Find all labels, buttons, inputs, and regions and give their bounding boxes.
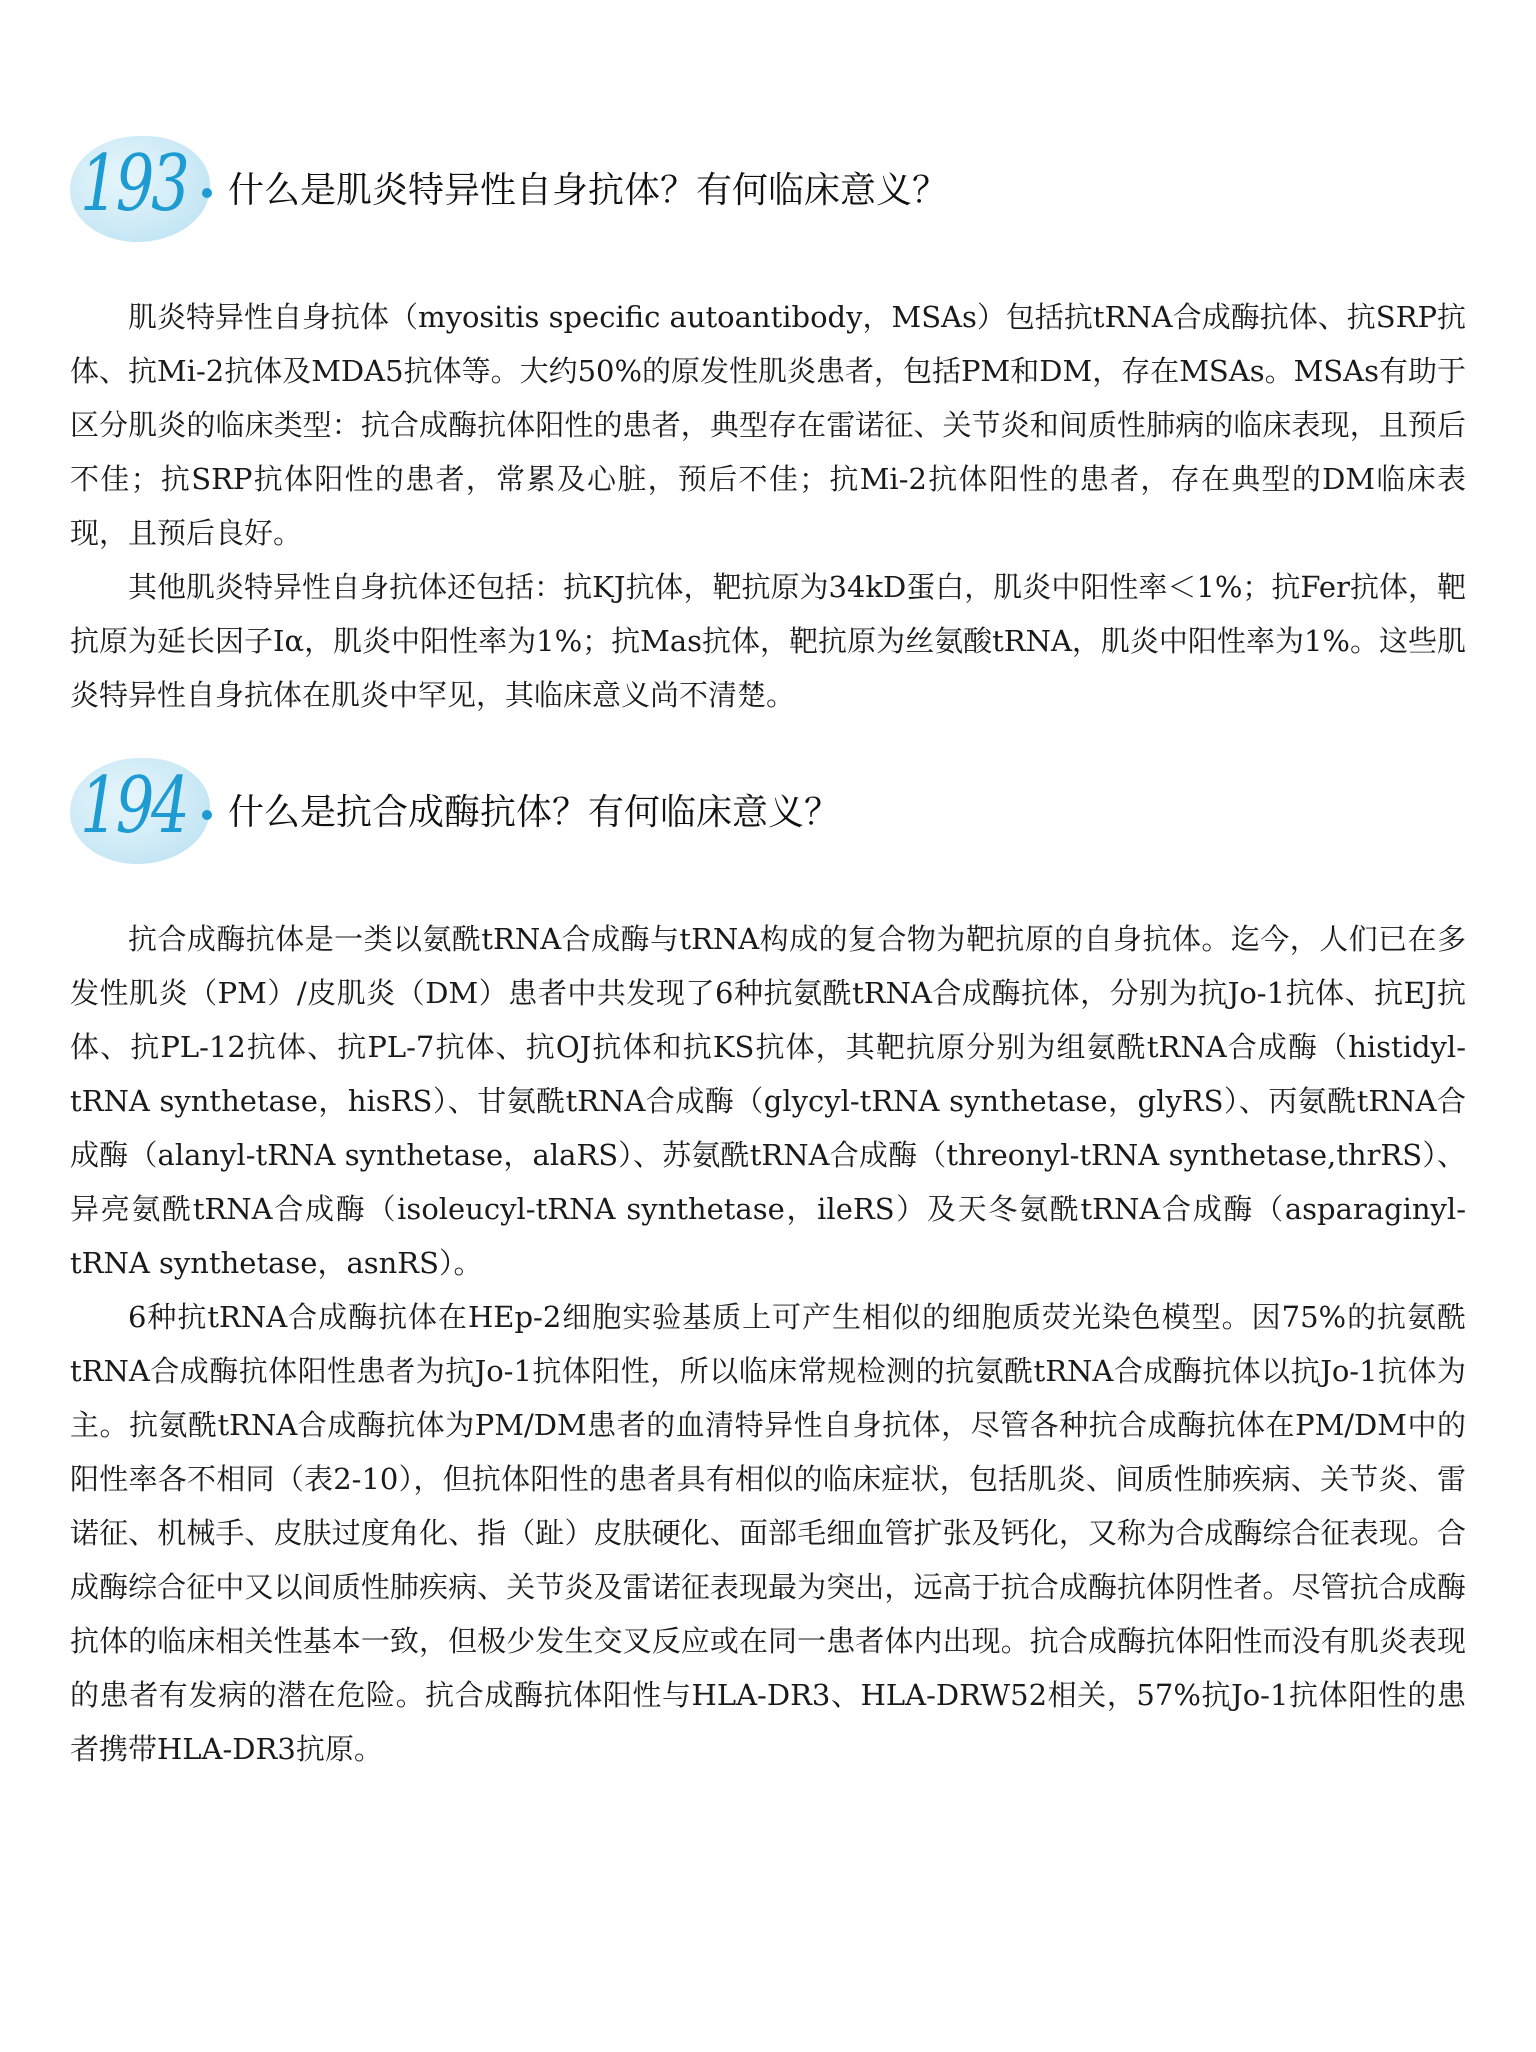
- question-section-193: [70, 130, 1466, 722]
- question-section-194: [70, 752, 1466, 1776]
- paragraph: 肌炎特异性自身抗体（myositis specific autoantibody，MSAs）包括抗tRNA合成酶抗体、抗SRP抗体、抗Mi-2抗体及MDA5抗体等。大约50%的原发性肌炎患者，包括PM和DM，存在MSAs。MSAs有助于区分肌炎的临床类型：抗合成酶抗体阳性的患者，典型存在雷诺征、关节炎和间质性肺病的临床表现，且预后不佳；抗SRP抗体阳性的患者，常累及心脏，预后不佳；抗Mi-2抗体阳性的患者，存在典型的DM临床表现，且预后良好。: [70, 300, 1466, 550]
- paragraph: 抗合成酶抗体是一类以氨酰tRNA合成酶与tRNA构成的复合物为靶抗原的自身抗体。迄今，人们已在多发性肌炎（PM）/皮肌炎（DM）患者中共发现了6种抗氨酰tRNA合成酶抗体，分别为抗Jo-1抗体、抗EJ抗体、抗PL-12抗体、抗PL-7抗体、抗OJ抗体和抗KS抗体，其靶抗原分别为组氨酰tRNA合成酶（histidyl-tRNA synthetase，hisRS）、甘氨酰tRNA合成酶（glycyl-tRNA synthetase，glyRS）、丙氨酰tRNA合成酶（alanyl-tRNA synthetase，alaRS）、苏氨酰tRNA合成酶（threonyl-tRNA synthetase,thrRS）、异亮氨酰tRNA合成酶（isoleucyl-tRNA synthetase，ileRS）及天冬氨酰tRNA合成酶（asparaginyl-tRNA synthetase，asnRS）。: [70, 922, 1466, 1280]
- answer-body: [70, 912, 1466, 1776]
- question-number-badge: [70, 130, 220, 248]
- paragraph: 6种抗tRNA合成酶抗体在HEp-2细胞实验基质上可产生相似的细胞质荧光染色模型。因75%的抗氨酰tRNA合成酶抗体阳性患者为抗Jo-1抗体阳性，所以临床常规检测的抗氨酰tRNA合成酶抗体以抗Jo-1抗体为主。抗氨酰tRNA合成酶抗体为PM/DM患者的血清特异性自身抗体，尽管各种抗合成酶抗体在PM/DM中的阳性率各不相同（表2-10），但抗体阳性的患者具有相似的临床症状，包括肌炎、间质性肺疾病、关节炎、雷诺征、机械手、皮肤过度角化、指（趾）皮肤硬化、面部毛细血管扩张及钙化，又称为合成酶综合征表现。合成酶综合征中又以间质性肺疾病、关节炎及雷诺征表现最为突出，远高于抗合成酶抗体阴性者。尽管抗合成酶抗体的临床相关性基本一致，但极少发生交叉反应或在同一患者体内出现。抗合成酶抗体阳性而没有肌炎表现的患者有发病的潜在危险。抗合成酶抗体阳性与HLA-DR3、HLA-DRW52相关，57%抗Jo-1抗体阳性的患者携带HLA-DR3抗原。: [70, 1300, 1466, 1766]
- question-number: 193: [80, 139, 187, 229]
- answer-body: [70, 290, 1466, 722]
- badge-dot: [202, 810, 212, 820]
- question-title: 什么是肌炎特异性自身抗体？有何临床意义？: [228, 170, 949, 211]
- paragraph: 其他肌炎特异性自身抗体还包括：抗KJ抗体，靶抗原为34kD蛋白，肌炎中阳性率＜1%；抗Fer抗体，靶抗原为延长因子Ⅰα，肌炎中阳性率为1%；抗Mas抗体，靶抗原为丝氨酸tRNA，肌炎中阳性率为1%。这些肌炎特异性自身抗体在肌炎中罕见，其临床意义尚不清楚。: [70, 570, 1466, 712]
- question-header: [70, 130, 1466, 260]
- question-number-badge: [70, 752, 220, 870]
- question-number: 194: [80, 761, 187, 851]
- question-header: [70, 752, 1466, 882]
- badge-dot: [202, 188, 212, 198]
- question-title: 什么是抗合成酶抗体？有何临床意义？: [228, 792, 841, 833]
